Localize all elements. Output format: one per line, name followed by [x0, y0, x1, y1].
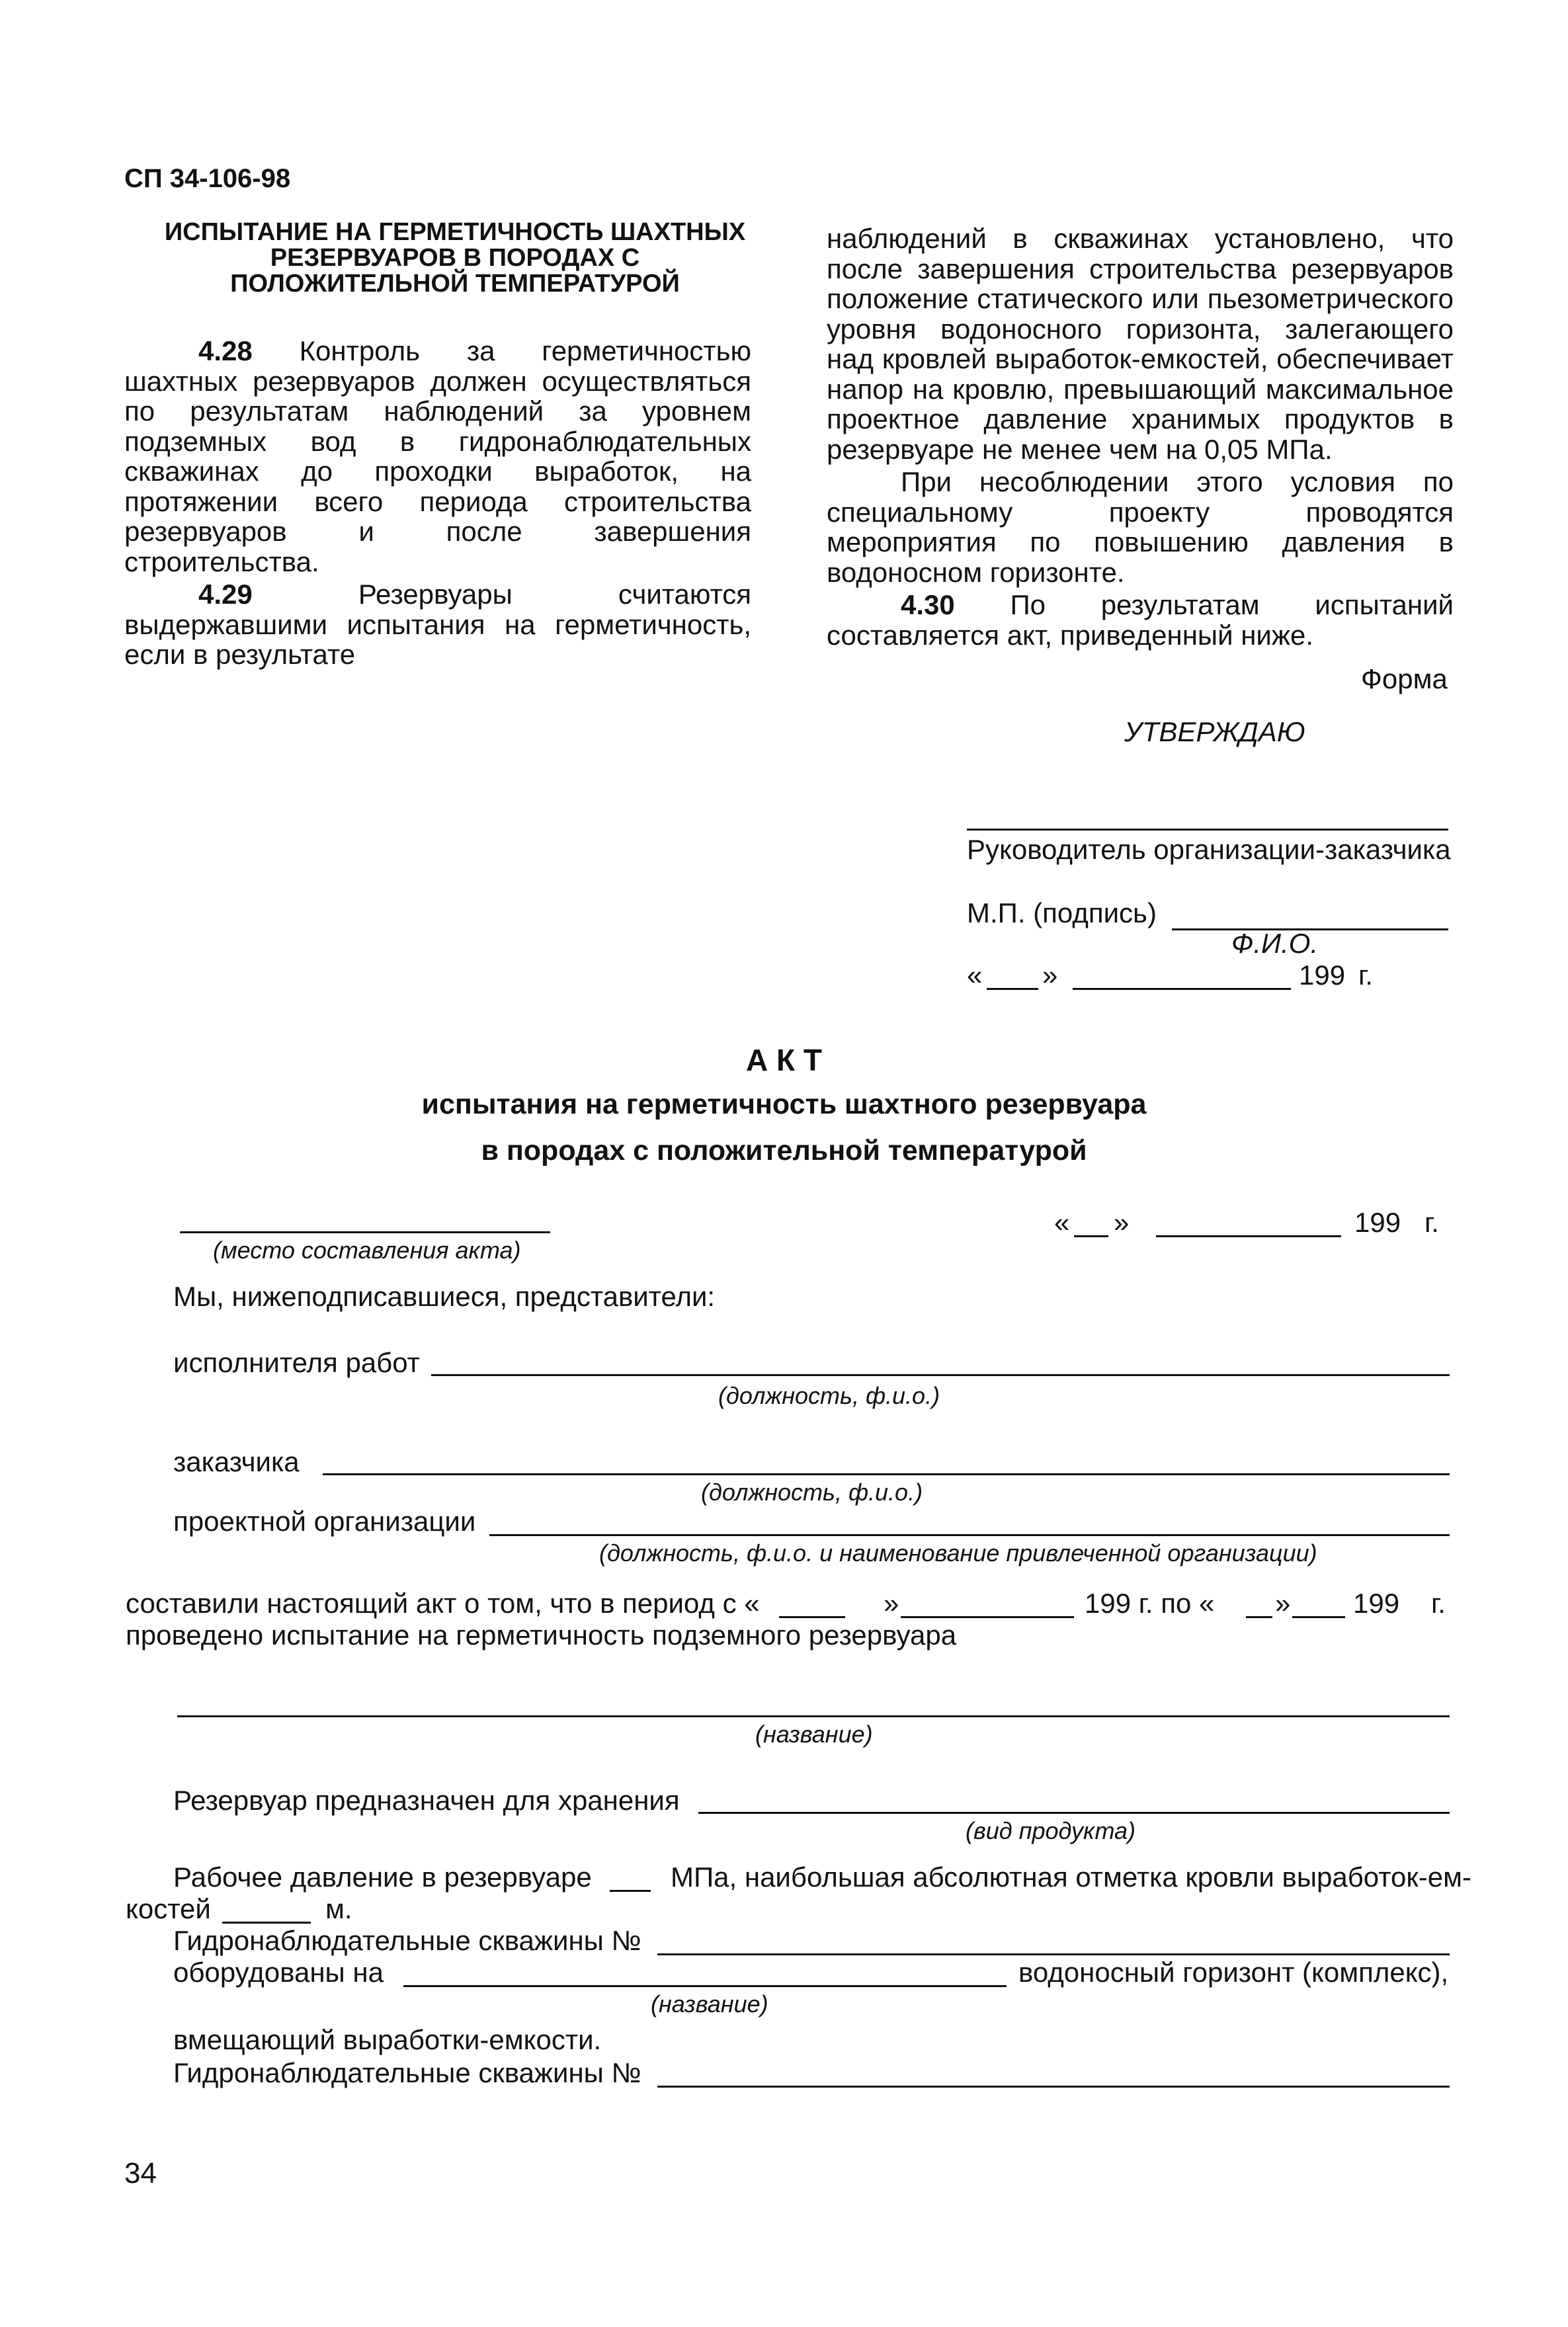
period-start-day-field[interactable]: [779, 1616, 845, 1618]
act-day-field[interactable]: [1074, 1235, 1108, 1237]
head-caption: Руководитель организации-заказчика: [967, 834, 1451, 865]
wells-field-2[interactable]: [657, 2086, 1450, 2088]
pressure-field[interactable]: [610, 1890, 651, 1892]
page-number: 34: [124, 2157, 157, 2189]
wells-label-1: Гидронаблюдательные скважины №: [173, 1925, 641, 1956]
approval-year: 199: [1299, 959, 1346, 991]
date-open-quote: «: [1054, 1207, 1070, 1238]
paragraph-text: Контроль за герметичностью шахтных резервуаров должен осуществляться по результатам наблюдений за уровнем подземных вод в гидронаблюдательных скважинах до проходки выработок, на протяжении всего периода строительства резервуаров и после завершения строительства.: [124, 335, 752, 577]
document-code: СП 34-106-98: [124, 164, 291, 193]
paragraph-text: По результатам испытаний составляется акт, приведенный ниже.: [827, 589, 1454, 651]
paragraph-number: 4.30: [901, 589, 955, 620]
compiled-text-f: г.: [1431, 1588, 1446, 1619]
act-year-suffix: г.: [1424, 1207, 1439, 1238]
date-close-quote: »: [1114, 1207, 1130, 1238]
period-end-day-field[interactable]: [1246, 1616, 1272, 1618]
right-column-text: [827, 224, 1454, 650]
test-line: проведено испытание на герметичность подземного резервуара: [126, 1619, 957, 1651]
customer-caption: (должность, ф.и.о.): [701, 1479, 923, 1506]
equipped-label: оборудованы на: [173, 1957, 384, 1988]
compiled-text-a: составили настоящий акт о том, что в период с «: [126, 1588, 760, 1619]
form-label: Форма: [1361, 663, 1448, 694]
paragraph-4-30: [827, 590, 1454, 650]
executor-label: исполнителя работ: [173, 1347, 420, 1378]
act-subtitle-1: испытания на герметичность шахтного резервуара: [421, 1088, 1147, 1120]
hosting-label: вмещающий выработки-емкости.: [173, 2024, 602, 2055]
wells-field-1[interactable]: [657, 1953, 1450, 1955]
executor-field[interactable]: [431, 1374, 1450, 1376]
paragraph-text: Резервуары считаются выдержавшими испытания на герметичность, если в результате: [124, 579, 751, 670]
section-heading: ИСПЫТАНИЕ НА ГЕРМЕТИЧНОСТЬ ШАХТНЫХ РЕЗЕРВУАРОВ В ПОРОДАХ С ПОЛОЖИТЕЛЬНОЙ ТЕМПЕРАТУРОЙ: [164, 218, 746, 298]
compiled-text-c: 199 г. по «: [1085, 1588, 1215, 1619]
act-subtitle-2: в породах с положительной температурой: [481, 1135, 1087, 1166]
design-org-field[interactable]: [489, 1534, 1450, 1536]
approval-year-suffix: г.: [1358, 959, 1373, 991]
pressure-label-d: м.: [325, 1893, 352, 1924]
product-caption: (вид продукта): [966, 1817, 1136, 1844]
paragraph-4-29: [124, 579, 751, 670]
approve-label: УТВЕРЖДАЮ: [1124, 716, 1305, 747]
wells-label-2: Гидронаблюдательные скважины №: [173, 2057, 641, 2088]
period-end-month-field[interactable]: [1292, 1616, 1345, 1618]
left-column-text: [124, 336, 751, 670]
fio-caption: Ф.И.О.: [1231, 928, 1319, 959]
pressure-label-c: костей: [126, 1893, 211, 1924]
pressure-label-a: Рабочее давление в резервуаре: [173, 1861, 592, 1893]
place-caption: (место составления акта): [213, 1237, 521, 1264]
representatives-label: Мы, нижеподписавшиеся, представители:: [173, 1281, 716, 1312]
act-title: А К Т: [746, 1043, 822, 1077]
equip-caption: (название): [651, 1990, 768, 2018]
stamp-label: М.П. (подпись): [967, 897, 1157, 928]
compiled-text-b: »: [884, 1588, 899, 1619]
signature-line: [967, 829, 1448, 831]
approval-month-field[interactable]: [1073, 988, 1291, 990]
paragraph-number: 4.29: [198, 579, 253, 610]
date-open-quote: «: [967, 959, 983, 991]
paragraph-4-29-continued: наблюдений в скважинах установлено, что после завершения строительства резервуаров положение статического или пьезометрического уровня водоносного горизонта, залегающего над кровлей выработок-емкостей, обеспечивает напор на кровлю, превышающий максимальное проектное давление хранимых продуктов в резервуаре не менее чем на 0,05 МПа.: [827, 223, 1454, 465]
paragraph-4-28: [124, 336, 751, 577]
customer-label: заказчика: [173, 1446, 300, 1477]
design-org-caption: (должность, ф.и.о. и наименование привлеченной организации): [599, 1539, 1317, 1567]
product-field[interactable]: [698, 1812, 1450, 1814]
pressure-label-b: МПа, наибольшая абсолютная отметка кровли выработок-ем-: [671, 1861, 1471, 1893]
compiled-text-d: »: [1275, 1588, 1291, 1619]
roof-mark-field[interactable]: [222, 1922, 311, 1924]
storage-label: Резервуар предназначен для хранения: [173, 1785, 680, 1816]
reservoir-name-field[interactable]: [177, 1715, 1450, 1717]
compiled-text-e: 199: [1353, 1588, 1400, 1619]
paragraph-number: 4.28: [198, 335, 253, 366]
date-close-quote: »: [1042, 959, 1058, 991]
design-org-label: проектной организации: [173, 1506, 476, 1537]
aquifer-label: водоносный горизонт (комплекс),: [1018, 1957, 1449, 1988]
paragraph-conditions: При несоблюдении этого условия по специальному проекту проводятся мероприятия по повышению давления в водоносном горизонте.: [827, 466, 1454, 588]
place-field[interactable]: [180, 1231, 550, 1233]
act-year: 199: [1354, 1207, 1401, 1238]
approval-day-field[interactable]: [987, 988, 1038, 990]
customer-field[interactable]: [323, 1473, 1450, 1475]
name-caption: (название): [755, 1721, 873, 1748]
period-start-month-field[interactable]: [901, 1616, 1074, 1618]
aquifer-name-field[interactable]: [403, 1985, 1007, 1987]
act-month-field[interactable]: [1156, 1235, 1341, 1237]
executor-caption: (должность, ф.и.о.): [718, 1382, 940, 1409]
